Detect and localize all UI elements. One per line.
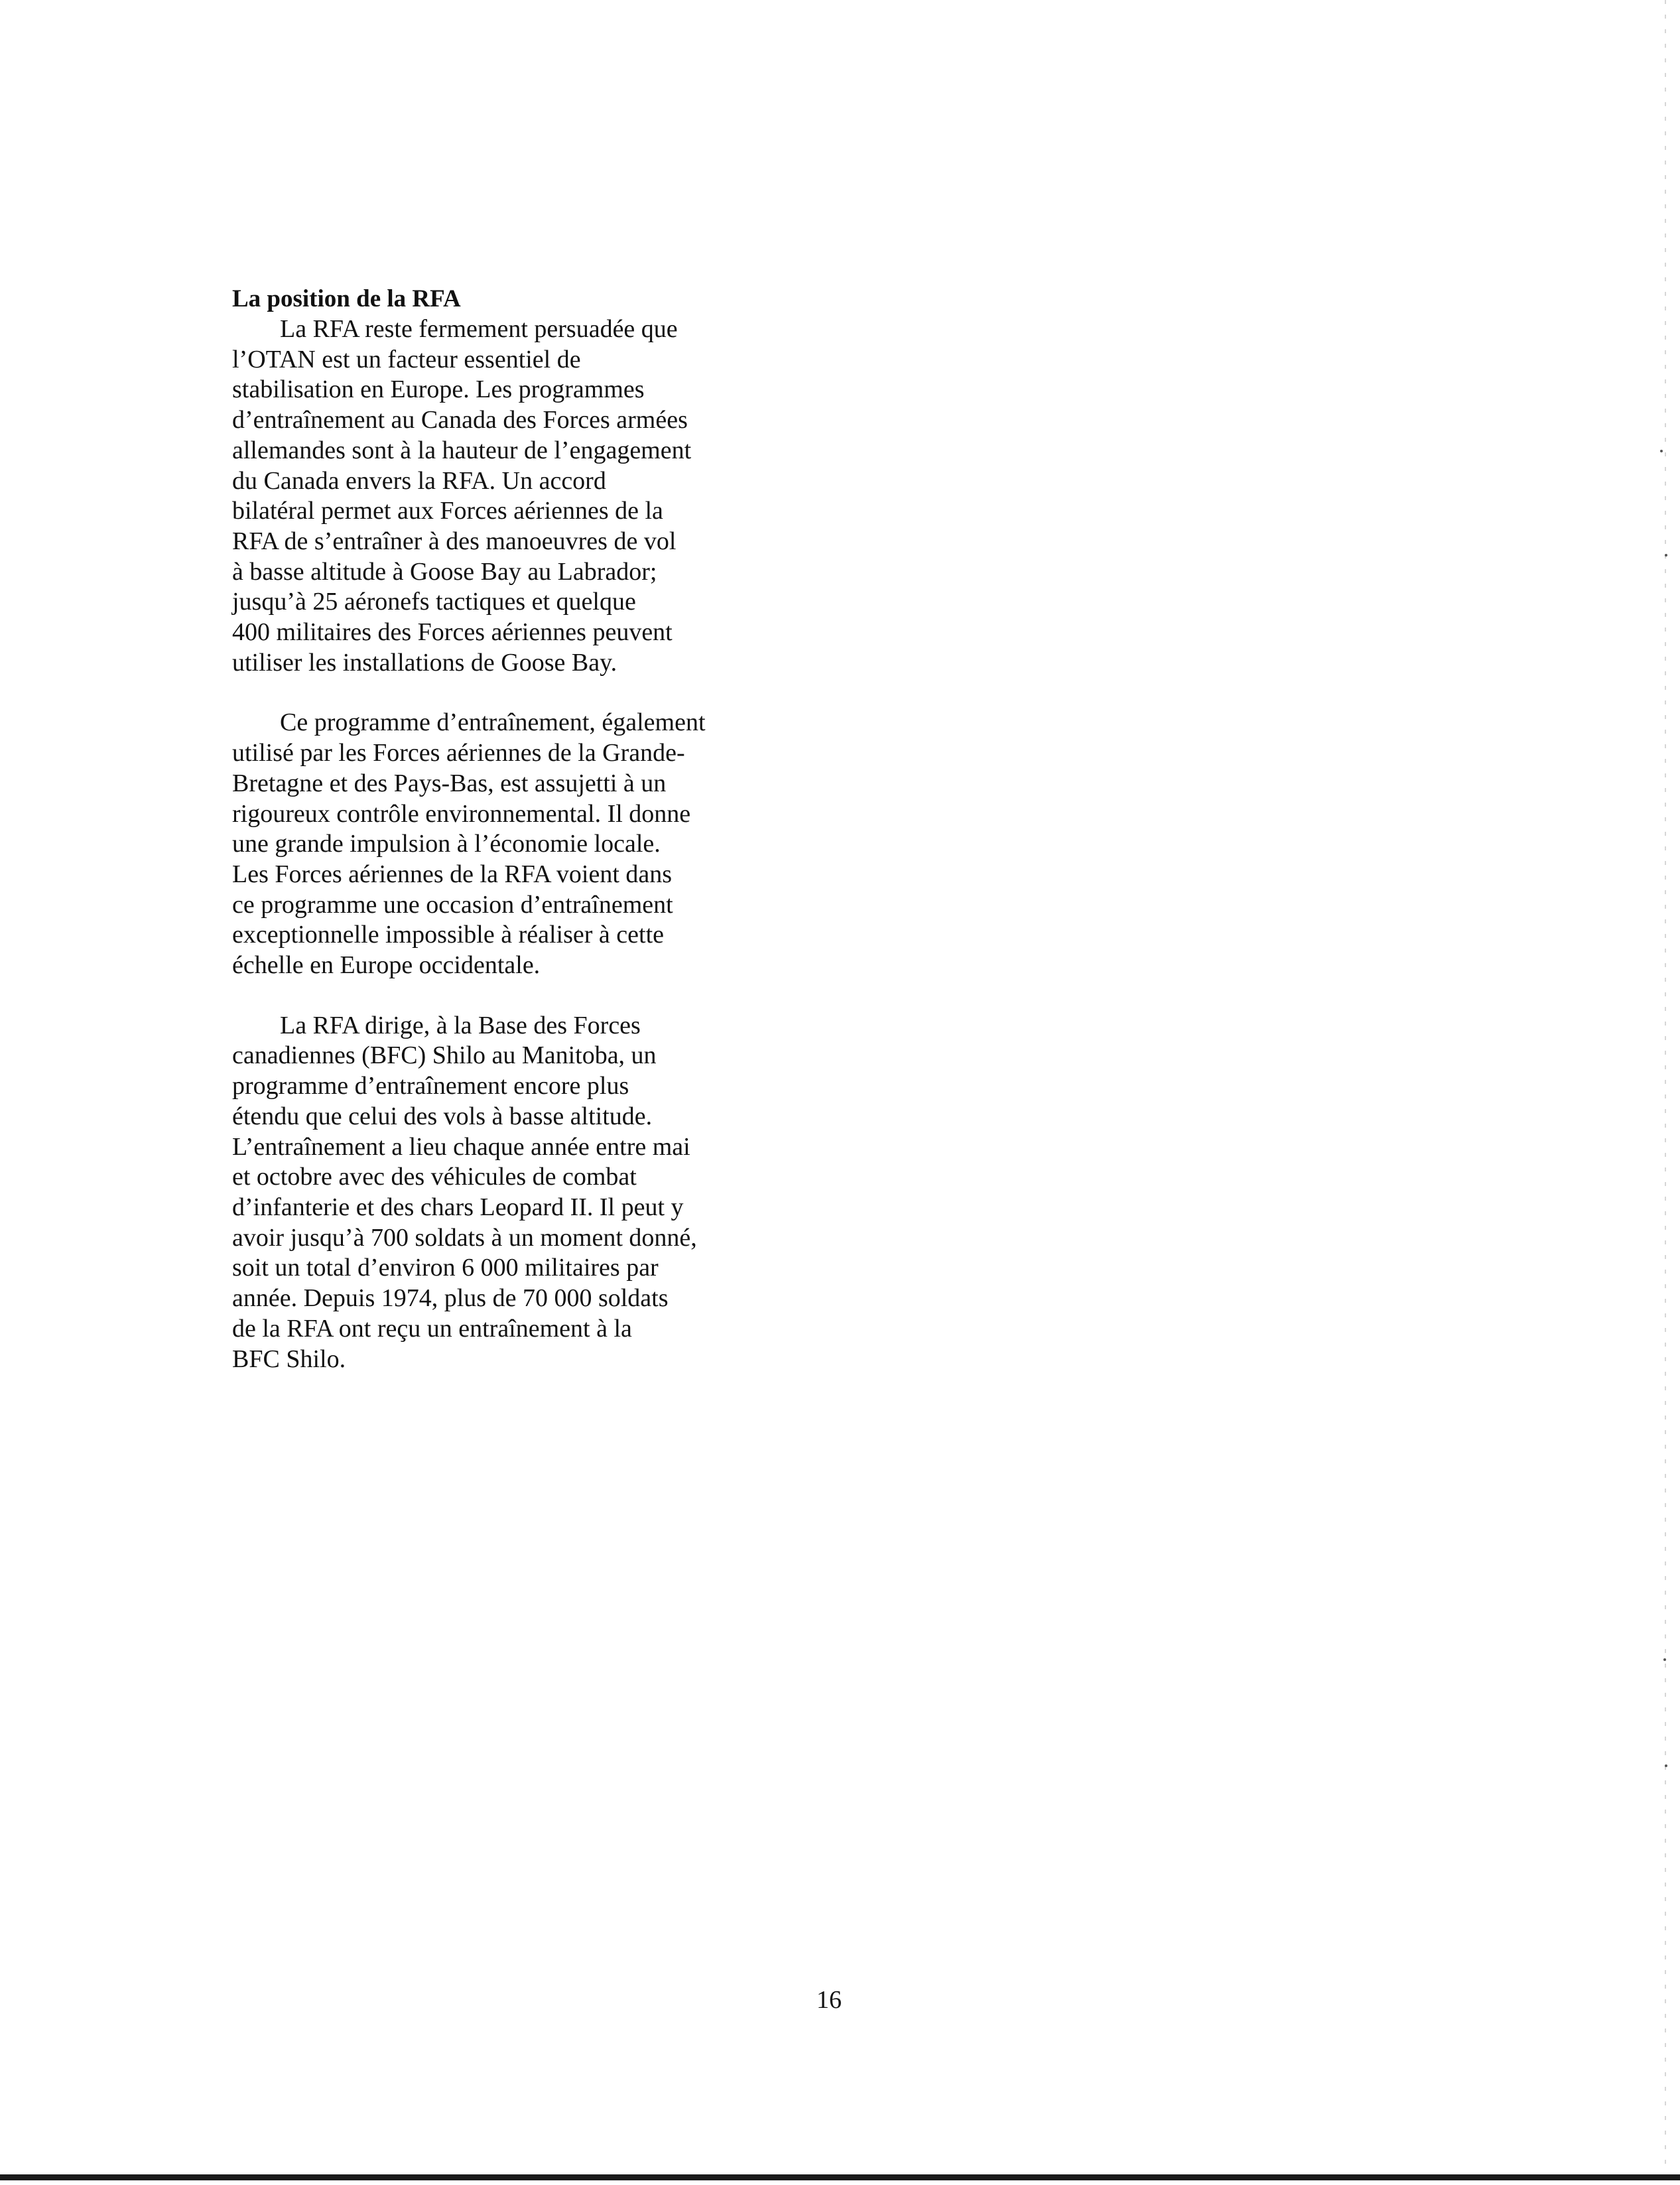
text-line: La RFA reste fermement persuadée que — [280, 315, 678, 343]
text-line: l’OTAN est un facteur essentiel de — [232, 345, 581, 373]
text-line: échelle en Europe occidentale. — [232, 951, 541, 980]
text-line: 400 militaires des Forces aériennes peuvent — [232, 618, 673, 647]
text-line: et octobre avec des véhicules de combat — [232, 1163, 637, 1191]
text-line: utiliser les installations de Goose Bay. — [232, 648, 617, 677]
paragraph-1 — [232, 314, 829, 678]
text-line: ce programme une occasion d’entraînement — [232, 890, 673, 919]
text-line: Les Forces aériennes de la RFA voient dans — [232, 860, 673, 888]
text-line: canadiennes (BFC) Shilo au Manitoba, un — [232, 1041, 657, 1070]
section — [232, 284, 829, 1404]
scan-speck — [1660, 450, 1663, 452]
text-line: RFA de s’entraîner à des manoeuvres de vol — [232, 527, 677, 555]
paragraph-2 — [232, 708, 829, 980]
text-line: jusqu’à 25 aéronefs tactiques et quelque — [232, 588, 636, 616]
text-line: programme d’entraînement encore plus — [232, 1072, 629, 1100]
paragraph-3 — [232, 1011, 829, 1374]
text-line: à basse altitude à Goose Bay au Labrador; — [232, 557, 657, 586]
text-line: Bretagne et des Pays-Bas, est assujetti à un — [232, 769, 667, 797]
text-line: du Canada envers la RFA. Un accord — [232, 466, 606, 495]
scan-speck — [1663, 1658, 1666, 1661]
text-line: année. Depuis 1974, plus de 70 000 soldats — [232, 1284, 669, 1313]
text-line: L’entraînement a lieu chaque année entre mai — [232, 1132, 690, 1161]
text-line: une grande impulsion à l’économie locale. — [232, 830, 661, 858]
text-line: d’infanterie et des chars Leopard II. Il peut y — [232, 1193, 684, 1221]
scan-edge-artifact — [1665, 0, 1666, 2169]
text-line: stabilisation en Europe. Les programmes — [232, 375, 645, 404]
text-line: rigoureux contrôle environnemental. Il donne — [232, 799, 691, 828]
scan-bottom-edge — [0, 2174, 1680, 2180]
text-line: avoir jusqu’à 700 soldats à un moment donné, — [232, 1223, 697, 1252]
text-line: BFC Shilo. — [232, 1345, 346, 1373]
text-line: soit un total d’environ 6 000 militaires par — [232, 1254, 659, 1282]
text-line: d’entraînement au Canada des Forces armées — [232, 406, 688, 434]
text-line: allemandes sont à la hauteur de l’engagement — [232, 436, 692, 464]
text-line: de la RFA ont reçu un entraînement à la — [232, 1314, 632, 1343]
scan-speck — [1665, 1764, 1667, 1767]
text-line: La RFA dirige, à la Base des Forces — [280, 1011, 641, 1039]
text-line: exceptionnelle impossible à réaliser à cette — [232, 921, 664, 949]
text-line: utilisé par les Forces aériennes de la Grande- — [232, 739, 685, 767]
page-number: 16 — [816, 1986, 842, 2014]
scan-speck — [1665, 554, 1667, 557]
text-line: Ce programme d’entraînement, également — [280, 708, 706, 737]
section-heading: La position de la RFA — [232, 285, 461, 312]
text-line: étendu que celui des vols à basse altitude. — [232, 1102, 653, 1130]
text-line: bilatéral permet aux Forces aériennes de la — [232, 497, 663, 525]
